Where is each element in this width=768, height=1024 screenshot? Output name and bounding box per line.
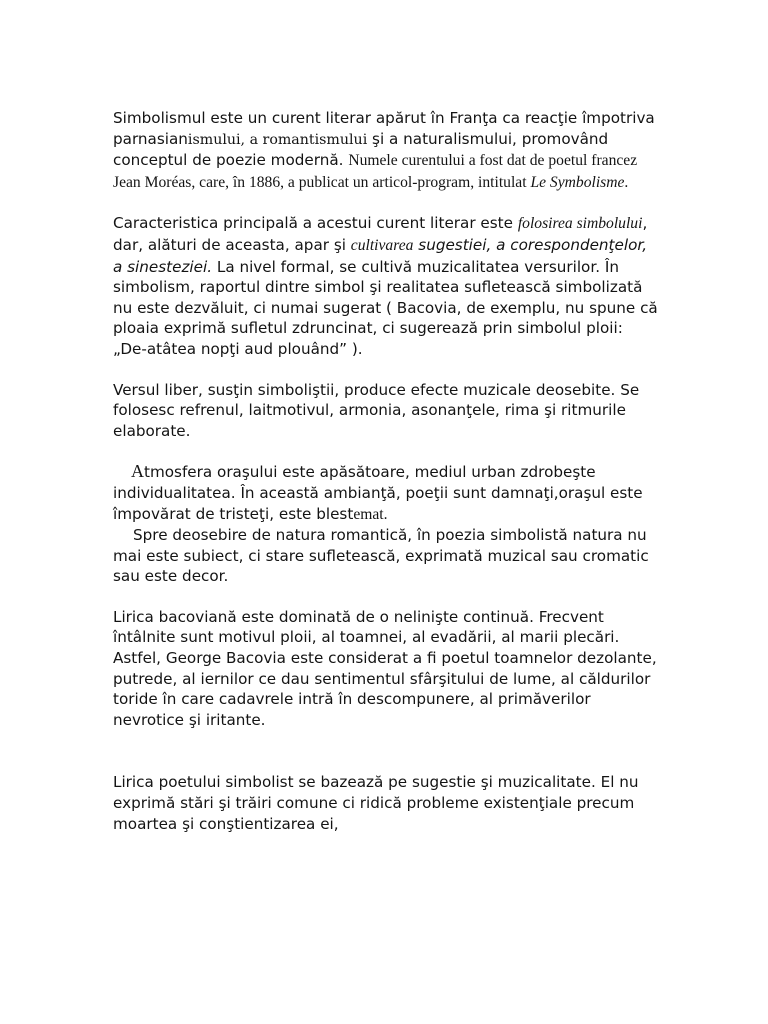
text-run: cultivarea (350, 236, 414, 254)
text-run: Lirica poetului simbolist se bazează pe sugestie şi muzicalitate. El nu exprimă stări şi trăiri comune ci ridică probleme existenţiale precum moartea şi conştientizarea ei, (113, 773, 639, 833)
text-run: sugestiei, a corespondenţelor, a sinesteziei. (113, 235, 648, 276)
text-run: ismului, a romantismului (187, 131, 368, 148)
text-run: şi a naturalismului, promovând conceptul de poezie modernă. (113, 129, 609, 170)
paragraph-atmosfera (113, 461, 661, 525)
paragraph-natura (113, 525, 661, 587)
text-run: Lirica bacoviană este dominată de o nelinişte continuă. Frecvent întâlnite sunt motivul ploii, al toamnei, al evadării, al marii plecări. Astfel, George Bacovia este considerat a fi poetul toamnelor dezolante, putrede, al iernilor ce dau sentimentul sfârşitului de lume, al căldurilor toride în care cadavrele intră în descompunere, al primăverilor nevrotice şi iritante. (113, 607, 657, 729)
paragraph-lirica-bacoviana (113, 607, 661, 731)
text-run: La nivel formal, se cultivă muzicalitatea versurilor. În simbolism, raportul dintre simbol şi realitatea sufletească simbolizată nu este dezvăluit, ci numai sugerat ( Bacovia, de exemplu, nu spune că ploaia exprimă sufletul zdruncinat, ci sugerează prin simbolul ploii: „De-atâtea nopţi aud plouând” ). (113, 257, 658, 358)
document-page (113, 108, 661, 854)
text-run: tmosfera oraşului este apăsătoare, mediul urban zdrobeşte individualitatea. În această ambianţă, poeţii sunt damnaţi,oraşul este împovărat de tristeţi, este blest (113, 463, 643, 523)
text-run: , dar, alături de aceasta, apar şi (113, 214, 648, 254)
paragraph-versul-liber (113, 380, 661, 442)
text-run: Simbolismul este un curent literar apărut în Franţa ca reacţie împotriva parnasian (113, 109, 655, 148)
text-run: emat. (353, 505, 388, 523)
paragraph-simbolism-intro (113, 108, 661, 193)
text-run: Caracteristica principală a acestui curent literar este (113, 214, 518, 233)
text-run: Numele curentului a fost dat de poetul francez Jean Moréas, care, în 1886, a publicat un articol-program, intitulat (113, 152, 638, 191)
paragraph-caracteristica (113, 213, 661, 359)
text-run-title: Le Symbolisme (530, 173, 625, 191)
paragraph-lirica-poetului (113, 772, 661, 834)
text-run: Versul liber, susţin simboliştii, produce efecte muzicale deosebite. Se folosesc refrenul, laitmotivul, armonia, asonanţele, rima şi ritmurile elaborate. (113, 380, 640, 440)
text-run: Spre deosebire de natura romantică, în poezia simbolistă natura nu mai este subiect, ci stare sufletească, exprimată muzical sau cromatic sau este decor. (113, 526, 649, 586)
text-run: folosirea simbolului (517, 215, 643, 233)
text-run: . (624, 173, 629, 191)
drop-letter: A (131, 461, 144, 482)
